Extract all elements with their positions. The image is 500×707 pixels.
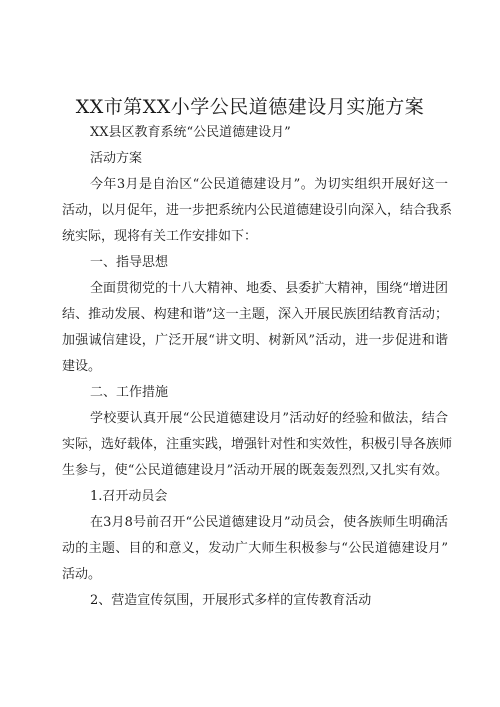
- paragraph-line: 统实际，现将有关工作安排如下：: [62, 229, 258, 244]
- section-heading: 二、工作措施: [90, 385, 169, 400]
- section-heading: 一、指导思想: [90, 255, 169, 270]
- paragraph-line: 学校要认真开展“公民道德建设月”活动好的经验和做法，结合: [90, 411, 448, 426]
- paragraph-line: 今年3月是自治区“公民道德建设月”。为切实组织开展好这一: [90, 177, 448, 192]
- section-label: 活动方案: [90, 151, 143, 166]
- paragraph-line: 在3月8号前召开“公民道德建设月”动员会，使各族师生明确活: [90, 515, 448, 530]
- paragraph-line: 加强诚信建设，广泛开展“讲文明、树新风”活动，进一步促进和谐: [62, 333, 448, 348]
- paragraph-line: 全面贯彻党的十八大精神、地委、县委扩大精神，围绕“增进团: [90, 281, 448, 296]
- paragraph-line: 实际，选好载体，注重实践，增强针对性和实效性，积极引导各族师: [62, 437, 453, 452]
- subtitle-line: XX县区教育系统“公民道德建设月”: [90, 125, 291, 140]
- document-title: XX市第XX小学公民道德建设月实施方案: [75, 96, 425, 118]
- subsection-heading: 2、营造宣传氛围，开展形式多样的宣传教育活动: [90, 593, 372, 608]
- paragraph-line: 结、推动发展、构建和谐”这一主题，深入开展民族团结教育活动；: [62, 307, 448, 322]
- paragraph-line: 活动。: [62, 567, 102, 582]
- paragraph-line: 建设。: [62, 359, 102, 374]
- paragraph-line: 生参与，使“公民道德建设月”活动开展的既轰轰烈烈,又扎实有效。: [62, 463, 448, 478]
- subsection-heading: 1.召开动员会: [90, 489, 168, 504]
- paragraph-line: 活动，以月促年，进一步把系统内公民道德建设引向深入，结合我系: [62, 203, 453, 218]
- paragraph-line: 动的主题、目的和意义，发动广大师生积极参与“公民道德建设月”: [62, 541, 448, 556]
